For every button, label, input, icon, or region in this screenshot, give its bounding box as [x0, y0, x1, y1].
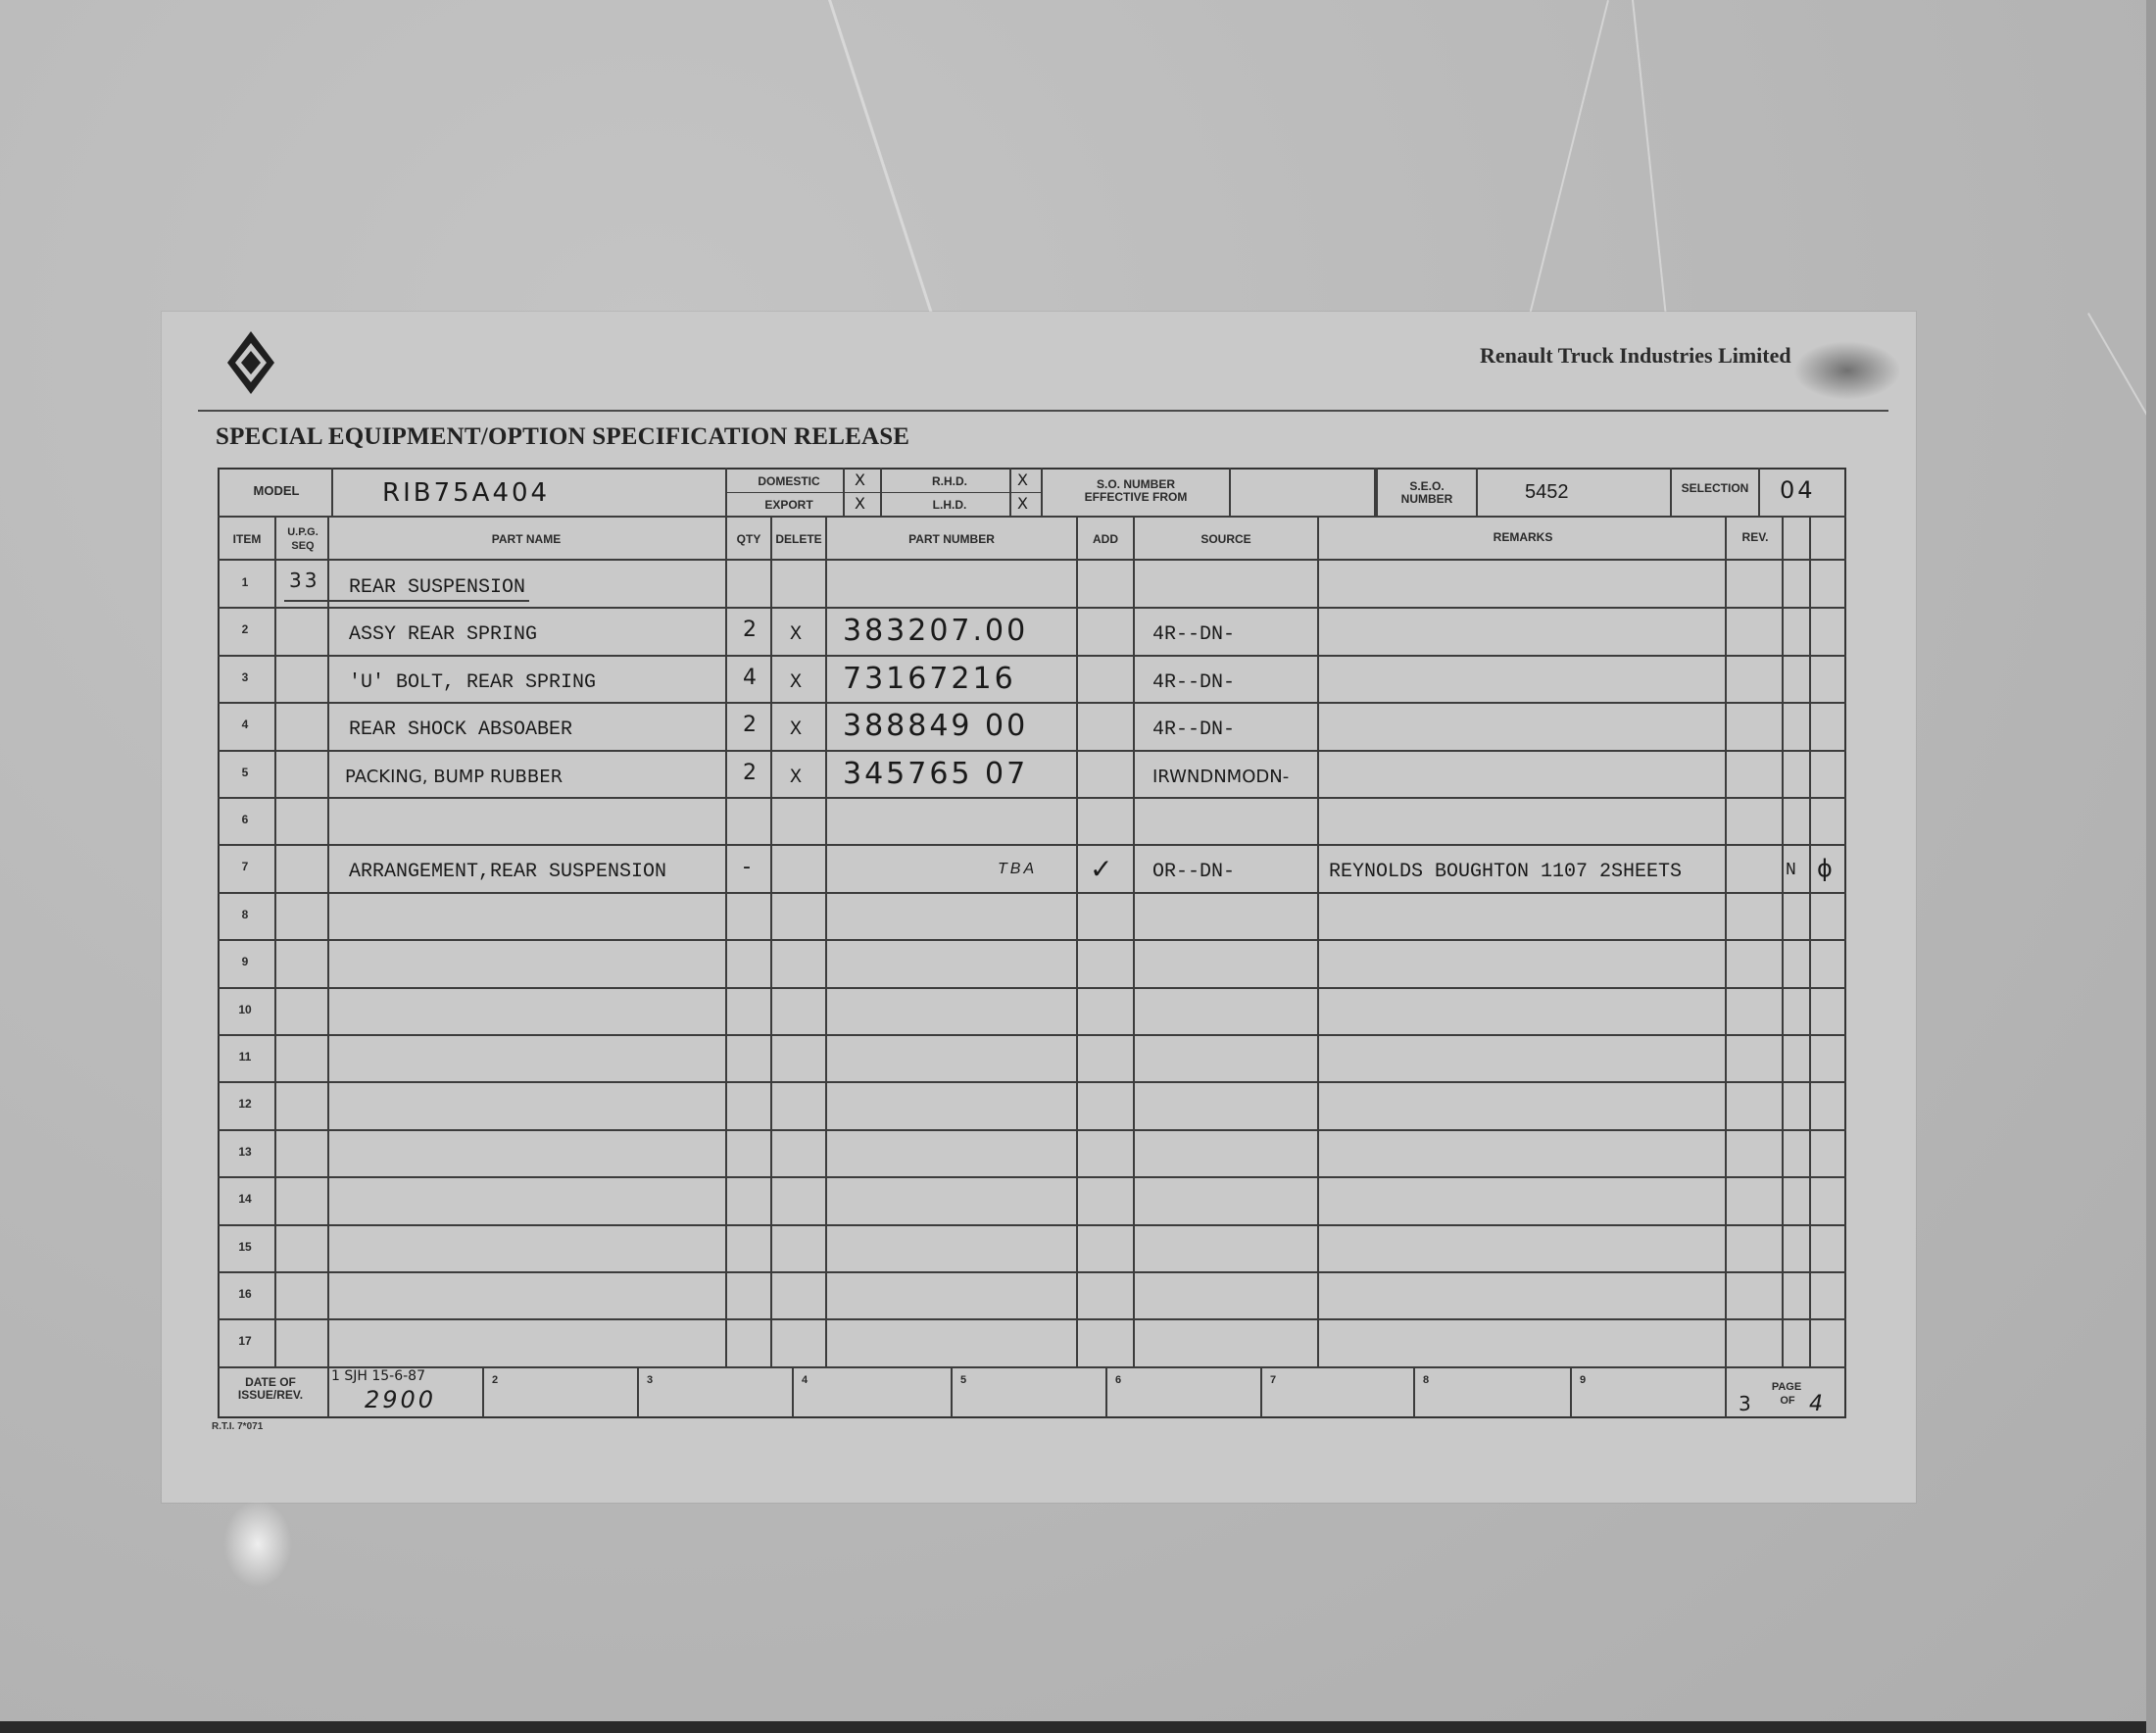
- qty: 2: [743, 760, 760, 785]
- issue-rev-label: ISSUE/REV.: [237, 1388, 304, 1402]
- rule: [1476, 468, 1478, 517]
- lhd-label: L.H.D.: [932, 498, 967, 512]
- row-rule: [218, 1224, 1846, 1226]
- item-number: 6: [241, 813, 249, 826]
- rule: [331, 468, 333, 517]
- part-number: 345765 07: [843, 756, 1029, 791]
- model-label: MODEL: [253, 483, 300, 498]
- item-number: 8: [241, 907, 249, 921]
- col-upg: U.P.G.: [287, 526, 318, 538]
- column-rule: [1317, 517, 1319, 1367]
- footer-rule: [637, 1367, 639, 1417]
- part-name: ASSY REAR SPRING: [349, 623, 538, 647]
- qty: 4: [743, 665, 760, 690]
- qty: -: [743, 855, 754, 880]
- issue-slot-number: 7: [1269, 1373, 1277, 1386]
- part-number: 388849 00: [843, 709, 1029, 744]
- seo-number-label: NUMBER: [1400, 492, 1453, 506]
- column-rule: [770, 517, 772, 1367]
- delete-mark: X: [790, 766, 803, 789]
- rule: [725, 492, 1041, 493]
- row-rule: [218, 1318, 1846, 1320]
- export-mark: X: [855, 494, 865, 513]
- row-rule: [218, 750, 1846, 752]
- column-rule: [1076, 517, 1078, 1367]
- part-name: REAR SUSPENSION: [349, 576, 526, 599]
- qty: 2: [743, 618, 760, 643]
- underline: [284, 600, 529, 602]
- flag-n: N: [1786, 861, 1796, 881]
- issue-slot-number: 6: [1114, 1373, 1122, 1386]
- stain: [223, 1500, 292, 1588]
- issue-slot-number: 4: [801, 1373, 808, 1386]
- source: IRWNDNMODN-: [1152, 766, 1290, 787]
- issue-1-entry: 1 SJH 15-6-87: [331, 1368, 425, 1384]
- col-add: ADD: [1093, 532, 1118, 546]
- source: OR--DN-: [1152, 861, 1236, 884]
- issue-slot-number: 2: [491, 1373, 499, 1386]
- form-title: SPECIAL EQUIPMENT/OPTION SPECIFICATION RELEASE: [216, 423, 910, 450]
- source: 4R--DN-: [1152, 670, 1236, 694]
- item-number: 9: [241, 955, 249, 969]
- footer-rule: [792, 1367, 794, 1417]
- footer-rule: [1570, 1367, 1572, 1417]
- footer-rule: [951, 1367, 953, 1417]
- rhd-label: R.H.D.: [932, 474, 967, 488]
- column-rule: [274, 517, 276, 1367]
- item-number: 17: [238, 1334, 252, 1349]
- col-remarks: REMARKS: [1493, 530, 1553, 544]
- page-label: PAGE: [1771, 1381, 1802, 1393]
- col-part-name: PART NAME: [491, 532, 562, 546]
- col-delete: DELETE: [775, 532, 822, 546]
- row-rule: [218, 987, 1846, 989]
- issue-slot-number: 9: [1579, 1373, 1587, 1386]
- footer-rule: [482, 1367, 484, 1417]
- row-rule: [218, 655, 1846, 657]
- rule: [218, 559, 1846, 561]
- col-rev: REV.: [1741, 530, 1769, 544]
- selection-label: SELECTION: [1681, 481, 1749, 495]
- item-number: 7: [241, 860, 249, 874]
- item-number: 10: [238, 1002, 252, 1016]
- effective-from-label: EFFECTIVE FROM: [1084, 490, 1188, 504]
- item-number: 16: [238, 1287, 252, 1301]
- domestic-mark: X: [855, 470, 865, 489]
- col-source: SOURCE: [1200, 532, 1251, 546]
- lhd-mark: X: [1017, 494, 1028, 513]
- item-number: 2: [241, 622, 249, 637]
- page-total: 4: [1809, 1392, 1826, 1416]
- part-name: 'U' BOLT, REAR SPRING: [349, 670, 597, 694]
- issue-1-code: 2900: [365, 1386, 437, 1413]
- page-number: 3: [1739, 1392, 1754, 1415]
- footer-rule: [327, 1367, 329, 1417]
- item-number: 3: [241, 669, 249, 684]
- part-number: 383207.00: [843, 614, 1029, 649]
- row-rule: [218, 702, 1846, 704]
- so-number-label: S.O. NUMBER: [1096, 477, 1175, 491]
- row-rule: [218, 1129, 1846, 1131]
- row-rule: [218, 1081, 1846, 1083]
- column-rule: [825, 517, 827, 1367]
- selection-value: 04: [1780, 476, 1816, 504]
- part-number: TBA: [998, 861, 1038, 878]
- column-rule: [1133, 517, 1135, 1367]
- smudge: [1793, 341, 1901, 400]
- row-rule: [218, 797, 1846, 799]
- footer-rule: [1260, 1367, 1262, 1417]
- remarks: REYNOLDS BOUGHTON 1107 2SHEETS: [1329, 861, 1683, 884]
- row-rule: [218, 1034, 1846, 1036]
- row-rule: [218, 1366, 1846, 1368]
- row-rule: [218, 892, 1846, 894]
- item-number: 11: [238, 1050, 252, 1064]
- header-rule: [198, 410, 1888, 412]
- qty: 2: [743, 713, 760, 738]
- form-table: [218, 468, 1846, 1418]
- page-of-label: OF: [1780, 1395, 1795, 1407]
- export-label: EXPORT: [764, 498, 813, 512]
- col-item: ITEM: [232, 532, 262, 546]
- rhd-mark: X: [1017, 470, 1028, 489]
- col-seq: SEQ: [291, 540, 315, 552]
- renault-logo-icon: [223, 329, 278, 396]
- source: 4R--DN-: [1152, 718, 1236, 742]
- column-rule: [1809, 517, 1811, 1367]
- item-number: 15: [238, 1239, 252, 1254]
- column-rule: [725, 517, 727, 1367]
- column-rule: [1782, 517, 1784, 1367]
- domestic-label: DOMESTIC: [758, 474, 820, 488]
- source: 4R--DN-: [1152, 623, 1236, 647]
- item-number: 1: [241, 575, 249, 589]
- item-number: 12: [238, 1097, 252, 1112]
- item-number: 13: [238, 1144, 252, 1159]
- flag-phi: ϕ: [1817, 855, 1836, 883]
- upg-seq: 33: [289, 569, 320, 592]
- col-part-number: PART NUMBER: [908, 532, 995, 546]
- row-rule: [218, 844, 1846, 846]
- row-rule: [218, 1176, 1846, 1178]
- part-number: 73167216: [843, 661, 1016, 696]
- delete-mark: X: [790, 670, 803, 694]
- part-name: REAR SHOCK ABSOABER: [349, 718, 573, 742]
- scan-edge: [0, 1721, 2156, 1733]
- delete-mark: X: [790, 623, 803, 647]
- rule: [1374, 468, 1378, 517]
- item-number: 5: [241, 765, 249, 779]
- footer-rule: [1105, 1367, 1107, 1417]
- seo-value: 5452: [1525, 481, 1569, 503]
- col-qty: QTY: [736, 532, 761, 546]
- item-number: 14: [238, 1192, 252, 1207]
- rule: [1229, 468, 1231, 517]
- seo-label: S.E.O.: [1409, 479, 1445, 493]
- issue-slot-number: 5: [959, 1373, 967, 1386]
- item-number: 4: [241, 718, 249, 732]
- scan-edge: [2146, 0, 2156, 1733]
- column-rule: [1725, 517, 1727, 1367]
- rule: [218, 516, 1846, 518]
- model-value: RIB75A404: [382, 478, 551, 508]
- rule: [1758, 468, 1760, 517]
- row-rule: [218, 607, 1846, 609]
- company-name: Renault Truck Industries Limited: [1480, 343, 1791, 368]
- issue-slot-number: 8: [1422, 1373, 1430, 1386]
- delete-mark: X: [790, 718, 803, 742]
- footer-rule: [1413, 1367, 1415, 1417]
- row-rule: [218, 1271, 1846, 1273]
- add-mark: ✓: [1090, 853, 1116, 886]
- date-of-issue-label: DATE OF: [245, 1375, 296, 1389]
- footer-rule: [1725, 1367, 1727, 1417]
- part-name: PACKING, BUMP RUBBER: [345, 766, 564, 787]
- part-name: ARRANGEMENT,REAR SUSPENSION: [349, 861, 667, 884]
- form-code: R.T.I. 7*071: [212, 1421, 264, 1432]
- column-rule: [327, 517, 329, 1367]
- issue-slot-number: 3: [646, 1373, 654, 1386]
- row-rule: [218, 939, 1846, 941]
